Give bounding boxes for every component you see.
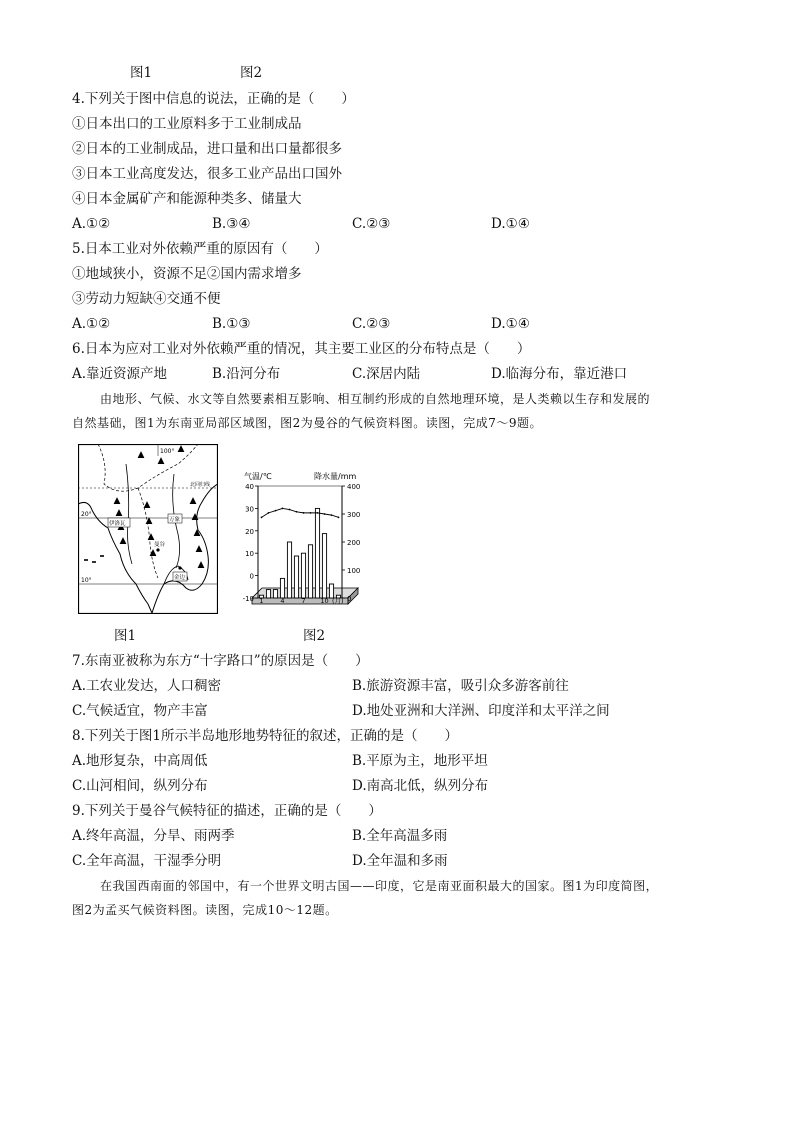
q7-option-b: B.旅游资源丰富，吸引众多游客前往 xyxy=(352,678,569,694)
q7-option-d: D.地处亚洲和大洋洲、印度洋和太平洋之间 xyxy=(352,703,610,719)
temperature-point xyxy=(296,511,298,513)
temperature-line xyxy=(262,508,339,517)
q5-option-a: A.①② xyxy=(72,316,111,332)
q9-stem: 9.下列关于曼谷气候特征的描述，正确的是（ ） xyxy=(72,803,382,819)
q9-option-c: C.全年高温，干湿季分明 xyxy=(72,853,222,869)
precip-bar xyxy=(301,553,305,598)
q7-option-c: C.气候适宜，物产丰富 xyxy=(72,703,208,719)
precip-bar xyxy=(280,578,284,598)
chart-temp-tick-label: 40 xyxy=(245,483,254,491)
chart-x-tick-label: 7 xyxy=(301,597,306,605)
southeast-asia-map xyxy=(78,444,218,614)
chart-ylabel-left: 气温/℃ xyxy=(244,472,272,481)
chart-precip-tick-label: 200 xyxy=(347,539,361,547)
q8-stem: 8.下列关于图1所示半岛地形地势特征的叙述，正确的是（ ） xyxy=(72,728,458,744)
q7-stem: 7.东南亚被称为东方“十字路口”的原因是（ ） xyxy=(72,653,369,669)
q8-option-a: A.地形复杂，中高周低 xyxy=(72,753,208,769)
q5-option-d: D.①④ xyxy=(491,316,530,332)
chart-precip-tick-label: 400 xyxy=(347,483,361,491)
map-place-2: 万象 xyxy=(169,517,181,523)
chart-precip-tick-label: 300 xyxy=(347,511,361,519)
q8-option-d: D.南高北低，纵列分布 xyxy=(352,778,489,794)
temperature-point xyxy=(338,516,340,518)
map-tropic-label: 北回归线 xyxy=(190,482,211,488)
map-city-dot-4 xyxy=(178,566,181,569)
chart-temp-tick-label: 0 xyxy=(249,572,254,581)
map-place-1: 伊洛瓦 xyxy=(109,521,126,527)
q4-item-2: ②日本的工业制成品，进口量和出口量都很多 xyxy=(72,141,342,157)
precip-bar xyxy=(308,545,312,598)
q4-item-4: ④日本金属矿产和能源种类多、储量大 xyxy=(72,191,302,207)
temperature-point xyxy=(261,516,263,518)
map-lat10-label: 10° xyxy=(81,577,92,584)
q5-item-2: ③劳动力短缺④交通不便 xyxy=(72,291,221,307)
q4-option-a: A.①② xyxy=(72,216,111,232)
q6-option-a: A.靠近资源产地 xyxy=(72,366,168,382)
precip-bar xyxy=(315,508,319,598)
q9-option-d: D.全年温和多雨 xyxy=(352,853,448,869)
q4-option-d: D.①④ xyxy=(491,216,530,232)
chart-temp-tick-label: 20 xyxy=(245,527,254,536)
map-place-4: 金边 xyxy=(174,575,186,581)
q9-option-a: A.终年高温，分旱、雨两季 xyxy=(72,828,235,844)
chart-precip-tick-label: 0 xyxy=(347,595,352,603)
chart-x-tick-label: 1 xyxy=(259,597,264,605)
temperature-point xyxy=(268,512,270,514)
bangkok-climate-chart xyxy=(230,470,380,612)
temperature-point xyxy=(303,512,305,514)
temperature-point xyxy=(331,514,333,516)
chart-x-tick-label: 10 xyxy=(320,597,329,605)
q8-option-c: C.山河相间，纵列分布 xyxy=(72,778,208,794)
q9-option-b: B.全年高温多雨 xyxy=(352,828,448,844)
q4-item-3: ③日本工业高度发达，很多工业产品出口国外 xyxy=(72,166,342,182)
mid-caption-fig2: 图2 xyxy=(303,628,326,644)
chart-temp-tick-label: 10 xyxy=(245,550,254,559)
top-caption-fig1: 图1 xyxy=(130,65,153,81)
map-place-3: 曼谷 xyxy=(154,542,166,548)
chart-x-tick-label: 4 xyxy=(280,597,285,605)
mid-caption-fig1: 图1 xyxy=(114,628,137,644)
q5-option-c: C.②③ xyxy=(352,316,391,332)
q5-option-b: B.①③ xyxy=(212,316,251,332)
precip-bar xyxy=(287,542,291,598)
q6-stem: 6.日本为应对工业对外依赖严重的情况，其主要工业区的分布特点是（ ） xyxy=(72,341,531,357)
temperature-point xyxy=(324,513,326,515)
precip-bar xyxy=(329,584,333,598)
chart-ylabel-right: 降水量/mm xyxy=(314,472,357,481)
map-city-dot-3 xyxy=(156,548,159,551)
top-caption-fig2: 图2 xyxy=(240,65,263,81)
precip-bar xyxy=(266,590,270,598)
q6-option-d: D.临海分布，靠近港口 xyxy=(491,366,628,382)
map-lat20-label: 20° xyxy=(81,511,92,518)
temperature-point xyxy=(289,509,291,511)
q4-option-c: C.②③ xyxy=(352,216,391,232)
q7-option-a: A.工农业发达，人口稠密 xyxy=(72,678,222,694)
chart-x-unit: (月) xyxy=(332,597,344,605)
precip-bar xyxy=(322,534,326,598)
q6-option-c: C.深居内陆 xyxy=(352,366,421,382)
q4-option-b: B.③④ xyxy=(212,216,251,232)
precip-bar xyxy=(294,556,298,598)
temperature-point xyxy=(282,508,284,510)
q8-option-b: B.平原为主，地形平坦 xyxy=(352,753,488,769)
chart-precip-tick-label: 100 xyxy=(347,567,361,575)
q6-option-b: B.沿河分布 xyxy=(212,366,281,382)
precip-bar xyxy=(273,590,277,598)
temperature-point xyxy=(317,512,319,514)
q5-item-1: ①地域狭小，资源不足②国内需求增多 xyxy=(72,266,302,282)
intro2-line2: 图2为孟买气候资料图。读图，完成10～12题。 xyxy=(72,903,338,917)
temperature-point xyxy=(275,510,277,512)
q4-item-1: ①日本出口的工业原料多于工业制成品 xyxy=(72,116,302,132)
q5-stem: 5.日本工业对外依赖严重的原因有（ ） xyxy=(72,241,328,257)
intro1-line2: 自然基础，图1为东南亚局部区域图，图2为曼谷的气候资料图。读图，完成7～9题。 xyxy=(72,416,543,430)
intro2-line1: 在我国西南面的邻国中，有一个世界文明古国——印度，它是南亚面积最大的国家。图1为印度简图， xyxy=(100,879,659,893)
intro1-line1: 由地形、气候、水文等自然要素相互影响、相互制约形成的自然地理环境，是人类赖以生存和发展的 xyxy=(100,392,651,406)
chart-plot-layer xyxy=(243,483,361,605)
map-frame xyxy=(79,445,218,614)
chart-temp-tick-label: -10 xyxy=(242,595,254,603)
q4-stem: 4.下列关于图中信息的说法，正确的是（ ） xyxy=(72,91,355,107)
chart-temp-tick-label: 30 xyxy=(245,505,254,514)
map-lon-label: 100° xyxy=(160,448,175,455)
temperature-point xyxy=(310,512,312,514)
